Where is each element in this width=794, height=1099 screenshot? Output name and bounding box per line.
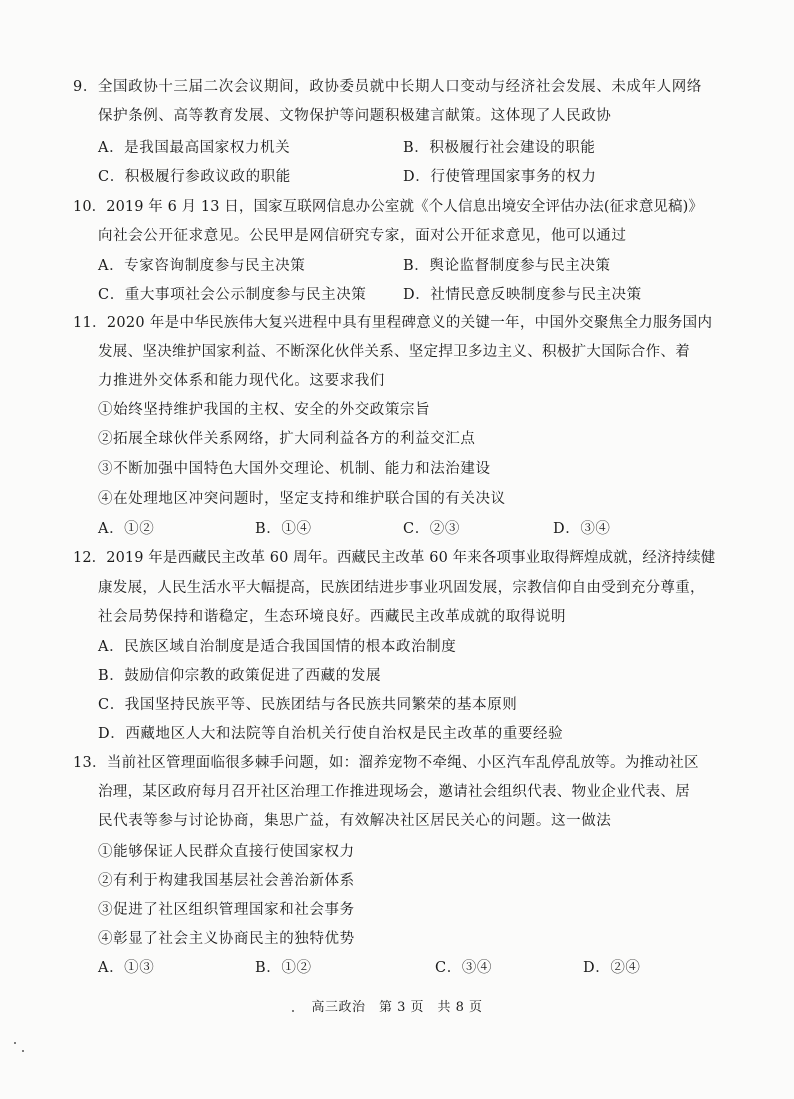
option-a: A．民族区域自治制度是适合我国国情的根本政治制度: [98, 639, 457, 655]
question-text-line: 康发展，人民生活水平大幅提高，民族团结进步事业巩固发展，宗教信仰自由受到充分尊重，: [98, 580, 705, 596]
question-text-line: 发展、坚决维护国家利益、不断深化伙伴关系、坚定捍卫多边主义、积极扩大国际合作、着: [98, 344, 690, 360]
option-c: C．重大事项社会公示制度参与民主决策: [98, 287, 367, 303]
statement-item: ①能够保证人民群众直接行使国家权力: [98, 844, 355, 860]
scan-speck: [14, 1042, 16, 1044]
option-c: C．②③: [403, 521, 460, 537]
statement-item: ④在处理地区冲突问题时，坚定支持和维护联合国的有关决议: [98, 491, 506, 507]
option-c: C．积极履行参政议政的职能: [98, 169, 291, 185]
option-a: A．①③: [98, 960, 155, 976]
statement-item: ①始终坚持维护我国的主权、安全的外交政策宗旨: [98, 402, 431, 418]
option-b: B．①④: [255, 521, 312, 537]
scan-speck: [292, 1010, 294, 1012]
option-d: D．②④: [583, 960, 641, 976]
question-text-line: 治理，某区政府每月召开社区治理工作推进现场会，邀请社会组织代表、物业企业代表、居: [98, 784, 690, 800]
question-text-line: 保护条例、高等教育发展、文物保护等问题积极建言献策。这体现了人民政协: [98, 108, 612, 124]
statement-item: ③促进了社区组织管理国家和社会事务: [98, 902, 355, 918]
question-text-line: 10．2019 年 6 月 13 日，国家互联网信息办公室就《个人信息出境安全评估办法(征求意见稿)》: [73, 199, 703, 215]
option-d: D．西藏地区人大和法院等自治机关行使自治权是民主改革的重要经验: [98, 726, 564, 742]
question-text-line: 向社会公开征求意见。公民甲是网信研究专家，面对公开征求意见，他可以通过: [98, 228, 627, 244]
question-text-line: 9．全国政协十三届二次会议期间，政协委员就中长期人口变动与经济社会发展、未成年人网络: [73, 79, 702, 95]
option-a: A．①②: [98, 521, 155, 537]
question-text-line: 13．当前社区管理面临很多棘手问题，如：溜养宠物不牵绳、小区汽车乱停乱放等。为推动社区: [73, 755, 699, 771]
question-text-line: 12．2019 年是西藏民主改革 60 周年。西藏民主改革 60 年来各项事业取得辉煌成就，经济持续健: [73, 550, 716, 566]
page-footer: 高三政治 第 3 页 共 8 页: [311, 1000, 483, 1015]
option-d: D．社情民意反映制度参与民主决策: [403, 287, 642, 303]
option-c: C．③④: [435, 960, 492, 976]
statement-item: ②拓展全球伙伴关系网络，扩大同利益各方的利益交汇点: [98, 431, 476, 447]
option-b: B．舆论监督制度参与民主决策: [403, 258, 611, 274]
statement-item: ③不断加强中国特色大国外交理论、机制、能力和法治建设: [98, 461, 491, 477]
question-text-line: 11．2020 年是中华民族伟大复兴进程中具有里程碑意义的关键一年，中国外交聚焦全力服务国内: [73, 315, 713, 331]
option-b: B．积极履行社会建设的职能: [403, 140, 596, 156]
statement-item: ②有利于构建我国基层社会善治新体系: [98, 873, 355, 889]
question-text-line: 社会局势保持和谐稳定，生态环境良好。西藏民主改革成就的取得说明: [98, 609, 567, 625]
option-c: C．我国坚持民族平等、民族团结与各民族共同繁荣的基本原则: [98, 697, 518, 713]
option-a: A．专家咨询制度参与民主决策: [98, 258, 306, 274]
statement-item: ④彰显了社会主义协商民主的独特优势: [98, 931, 355, 947]
option-b: B．鼓励信仰宗教的政策促进了西藏的发展: [98, 668, 382, 684]
option-d: D．行使管理国家事务的权力: [403, 169, 597, 185]
option-b: B．①②: [255, 960, 312, 976]
option-d: D．③④: [553, 521, 611, 537]
question-text-line: 民代表等参与讨论协商，集思广益，有效解决社区居民关心的问题。这一做法: [98, 813, 612, 829]
scan-speck: [22, 1050, 24, 1052]
option-a: A．是我国最高国家权力机关: [98, 140, 291, 156]
question-text-line: 力推进外交体系和能力现代化。这要求我们: [98, 373, 385, 389]
